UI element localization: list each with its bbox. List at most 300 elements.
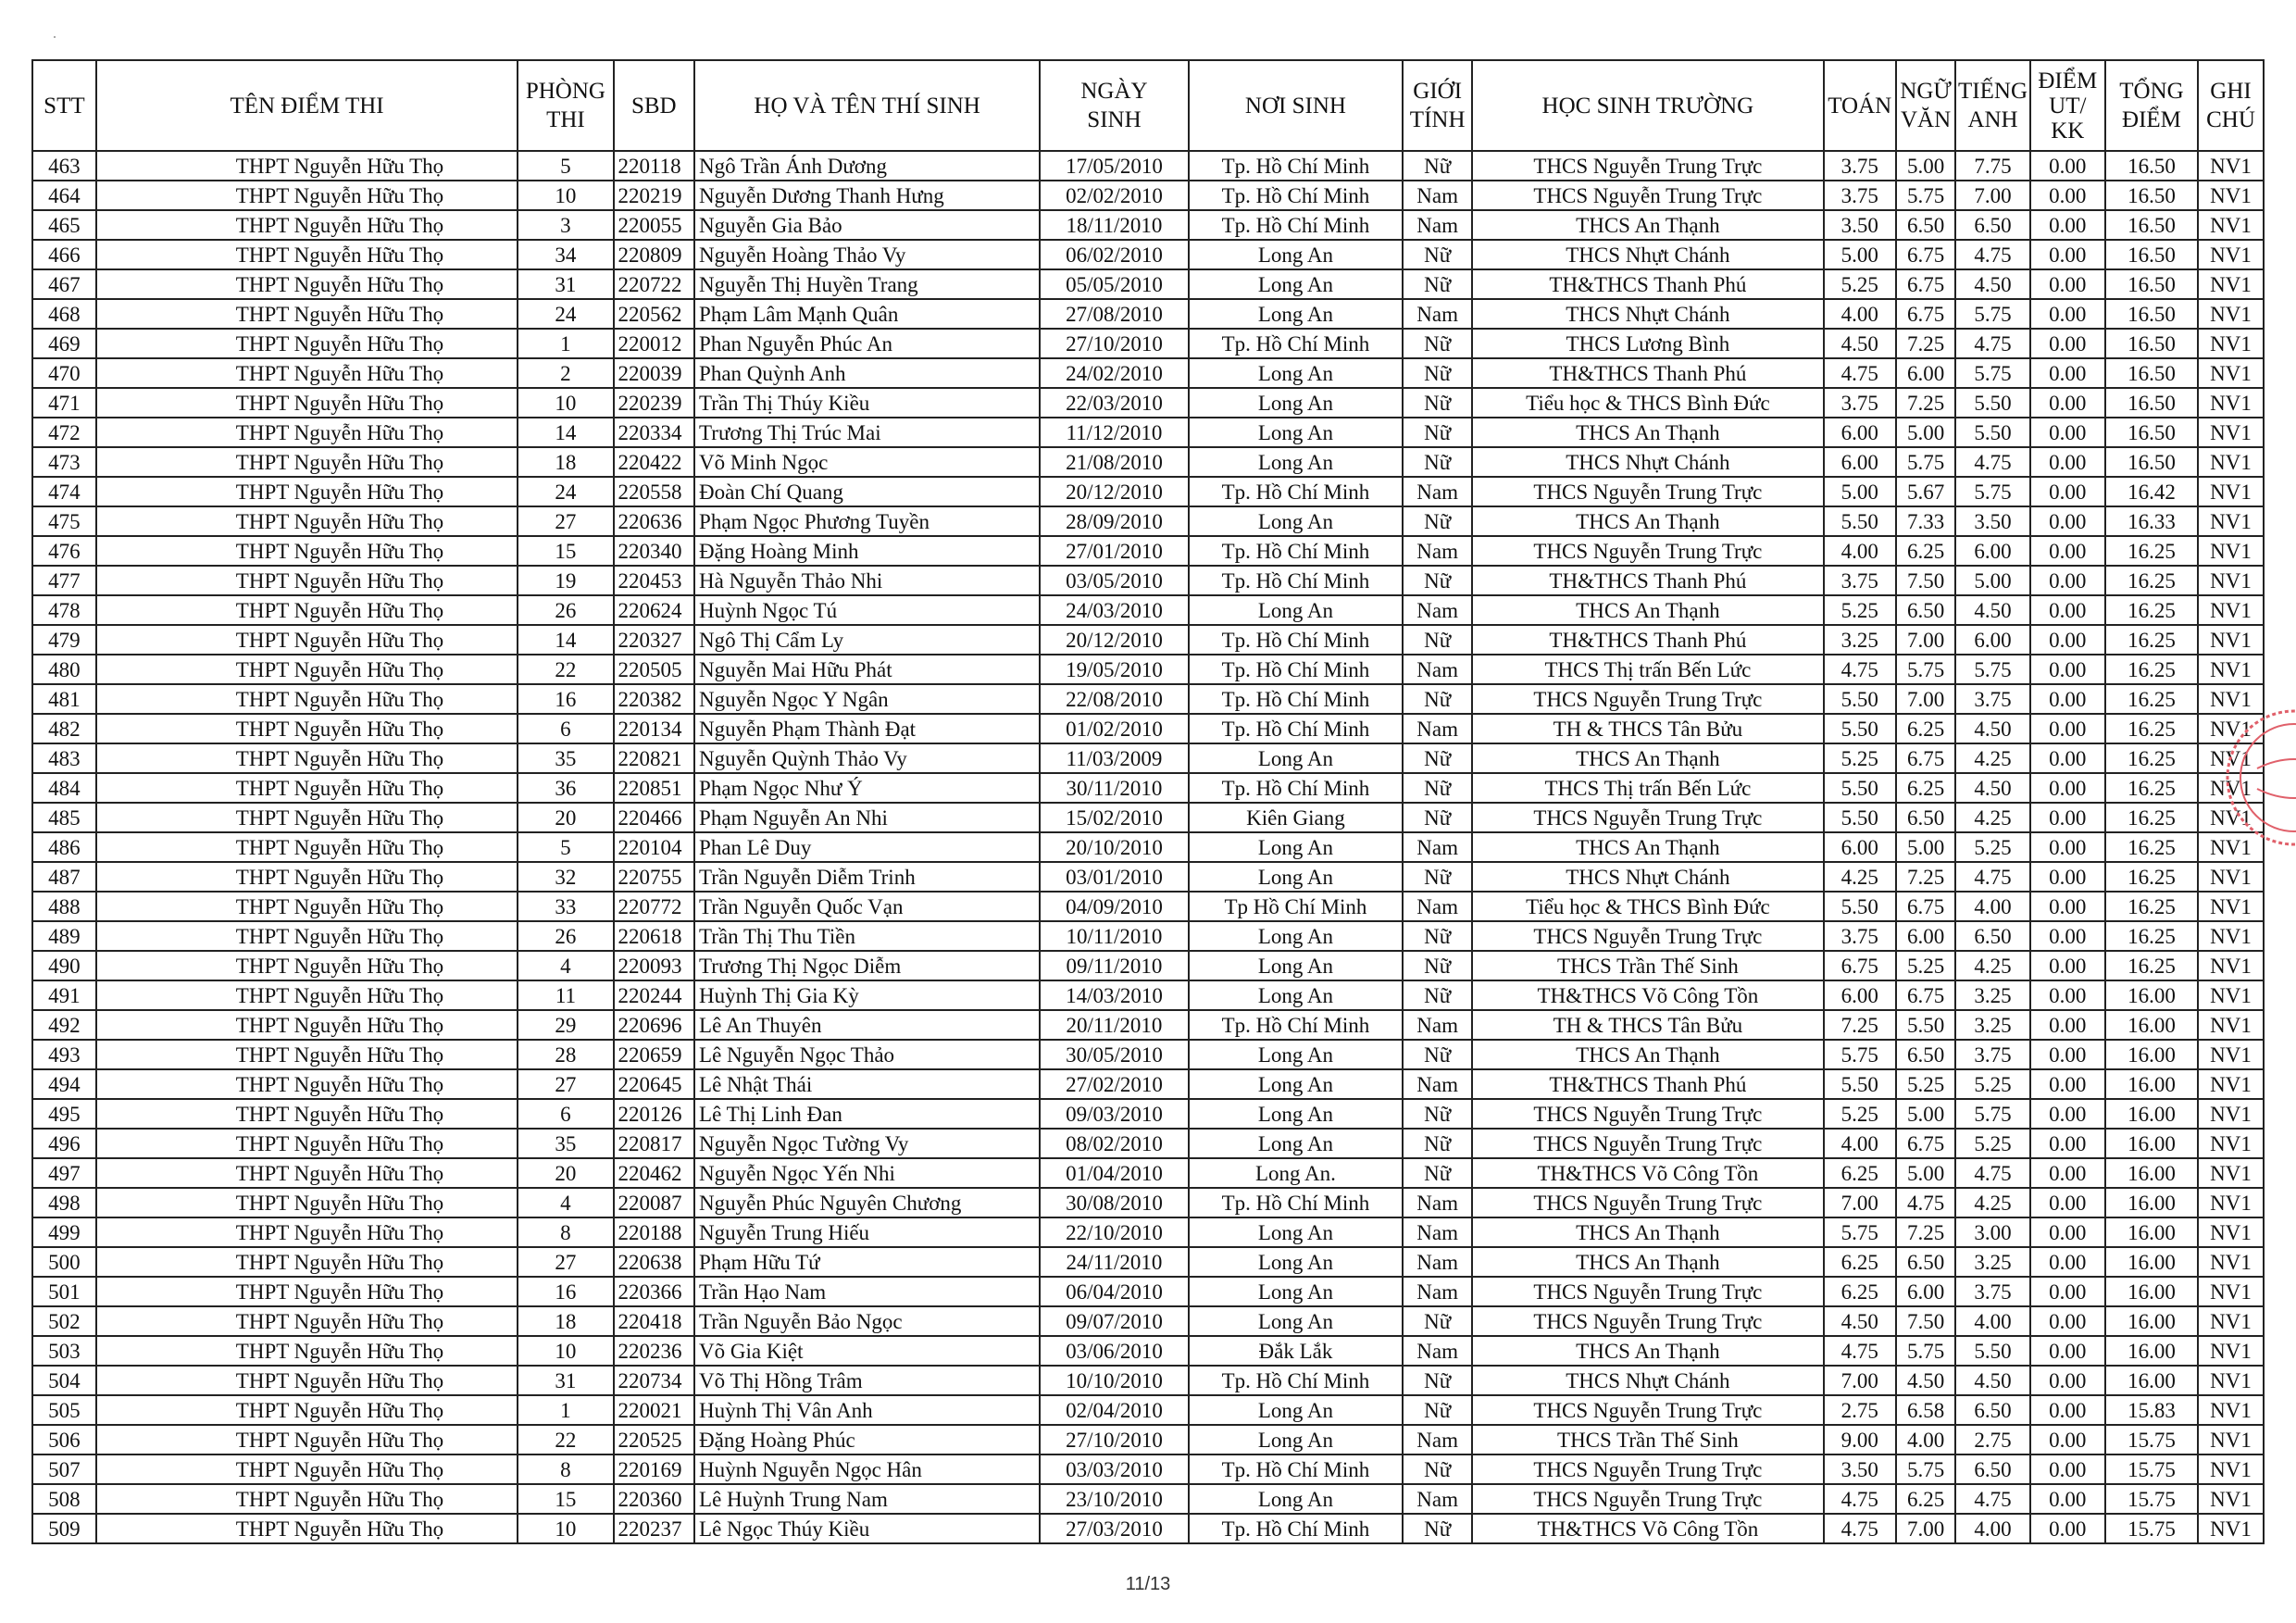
cell-sbd: 220696 — [614, 1010, 695, 1040]
cell-sbd: 220134 — [614, 714, 695, 743]
cell-ho-ten: Lê Nguyễn Ngọc Thảo — [694, 1040, 1040, 1069]
cell-noi-sinh: Long An — [1189, 1069, 1403, 1099]
cell-ten-diem-thi: THPT Nguyễn Hữu Thọ — [96, 299, 518, 329]
cell-ghi-chu: NV1 — [2198, 240, 2264, 269]
cell-stt: 492 — [32, 1010, 96, 1040]
cell-ngay-sinh: 24/03/2010 — [1040, 595, 1189, 625]
table-row — [32, 566, 2264, 595]
cell-sbd: 220422 — [614, 447, 695, 477]
cell-sbd: 220755 — [614, 862, 695, 892]
cell-gioi-tinh: Nữ — [1403, 388, 1472, 418]
cell-gioi-tinh: Nữ — [1403, 1306, 1472, 1336]
cell-gioi-tinh: Nam — [1403, 1217, 1472, 1247]
cell-truong: THCS Trần Thế Sinh — [1472, 951, 1823, 980]
cell-tieng-anh: 3.25 — [1955, 1010, 2029, 1040]
cell-ghi-chu: NV1 — [2198, 299, 2264, 329]
cell-tieng-anh: 4.25 — [1955, 803, 2029, 832]
cell-ngay-sinh: 30/11/2010 — [1040, 773, 1189, 803]
cell-tieng-anh: 4.75 — [1955, 240, 2029, 269]
cell-noi-sinh: Tp. Hồ Chí Minh — [1189, 625, 1403, 655]
cell-tong-diem: 15.75 — [2105, 1514, 2198, 1543]
table-row — [32, 655, 2264, 684]
cell-truong: TH&THCS Võ Công Tồn — [1472, 1158, 1823, 1188]
cell-tong-diem: 16.50 — [2105, 181, 2198, 210]
cell-gioi-tinh: Nữ — [1403, 358, 1472, 388]
cell-phong-thi: 10 — [518, 388, 613, 418]
table-row — [32, 181, 2264, 210]
cell-phong-thi: 27 — [518, 1247, 613, 1277]
cell-noi-sinh: Long An — [1189, 595, 1403, 625]
cell-truong: THCS Nguyễn Trung Trực — [1472, 1129, 1823, 1158]
cell-sbd: 220722 — [614, 269, 695, 299]
cell-tong-diem: 16.00 — [2105, 1217, 2198, 1247]
cell-ho-ten: Lê Huỳnh Trung Nam — [694, 1484, 1040, 1514]
cell-ghi-chu: NV1 — [2198, 151, 2264, 181]
cell-ten-diem-thi: THPT Nguyễn Hữu Thọ — [96, 1425, 518, 1454]
cell-gioi-tinh: Nữ — [1403, 1158, 1472, 1188]
cell-ngay-sinh: 18/11/2010 — [1040, 210, 1189, 240]
cell-gioi-tinh: Nữ — [1403, 151, 1472, 181]
cell-gioi-tinh: Nữ — [1403, 506, 1472, 536]
cell-truong: THCS Nguyễn Trung Trực — [1472, 477, 1823, 506]
cell-noi-sinh: Long An — [1189, 1099, 1403, 1129]
cell-diem-ut: 0.00 — [2030, 1454, 2105, 1484]
cell-ngay-sinh: 27/01/2010 — [1040, 536, 1189, 566]
cell-sbd: 220525 — [614, 1425, 695, 1454]
cell-phong-thi: 24 — [518, 299, 613, 329]
cell-ngu-van: 6.50 — [1896, 803, 1956, 832]
cell-ten-diem-thi: THPT Nguyễn Hữu Thọ — [96, 1306, 518, 1336]
cell-sbd: 220734 — [614, 1366, 695, 1395]
cell-tong-diem: 16.25 — [2105, 655, 2198, 684]
cell-truong: THCS Nhựt Chánh — [1472, 447, 1823, 477]
cell-ngu-van: 6.25 — [1896, 773, 1956, 803]
cell-phong-thi: 4 — [518, 951, 613, 980]
cell-truong: THCS An Thạnh — [1472, 832, 1823, 862]
col-header-toan: TOÁN — [1824, 60, 1896, 151]
cell-toan: 4.75 — [1824, 1336, 1896, 1366]
cell-truong: TH&THCS Thanh Phú — [1472, 358, 1823, 388]
cell-ten-diem-thi: THPT Nguyễn Hữu Thọ — [96, 1188, 518, 1217]
cell-ghi-chu: NV1 — [2198, 1484, 2264, 1514]
cell-tong-diem: 16.00 — [2105, 1188, 2198, 1217]
table-row — [32, 1129, 2264, 1158]
cell-sbd: 220340 — [614, 536, 695, 566]
table-row — [32, 1366, 2264, 1395]
cell-gioi-tinh: Nam — [1403, 714, 1472, 743]
cell-ho-ten: Phạm Hữu Tứ — [694, 1247, 1040, 1277]
cell-noi-sinh: Long An — [1189, 1484, 1403, 1514]
cell-ngu-van: 7.00 — [1896, 1514, 1956, 1543]
cell-toan: 5.50 — [1824, 803, 1896, 832]
cell-gioi-tinh: Nữ — [1403, 951, 1472, 980]
page-number: 11/13 — [1125, 1574, 1171, 1594]
cell-ho-ten: Nguyễn Trung Hiếu — [694, 1217, 1040, 1247]
cell-sbd: 220055 — [614, 210, 695, 240]
cell-diem-ut: 0.00 — [2030, 655, 2105, 684]
cell-ngu-van: 6.25 — [1896, 714, 1956, 743]
cell-truong: THCS Nguyễn Trung Trực — [1472, 803, 1823, 832]
table-body — [32, 151, 2264, 1543]
cell-sbd: 220219 — [614, 181, 695, 210]
cell-sbd: 220618 — [614, 921, 695, 951]
scan-mark: · — [52, 28, 57, 46]
cell-tieng-anh: 5.75 — [1955, 299, 2029, 329]
cell-ten-diem-thi: THPT Nguyễn Hữu Thọ — [96, 714, 518, 743]
table-row — [32, 1514, 2264, 1543]
cell-diem-ut: 0.00 — [2030, 1099, 2105, 1129]
cell-sbd: 220021 — [614, 1395, 695, 1425]
cell-ngu-van: 6.50 — [1896, 210, 1956, 240]
cell-ho-ten: Lê Thị Linh Đan — [694, 1099, 1040, 1129]
cell-noi-sinh: Tp. Hồ Chí Minh — [1189, 1188, 1403, 1217]
cell-ten-diem-thi: THPT Nguyễn Hữu Thọ — [96, 1129, 518, 1158]
cell-diem-ut: 0.00 — [2030, 1336, 2105, 1366]
cell-ten-diem-thi: THPT Nguyễn Hữu Thọ — [96, 181, 518, 210]
cell-truong: Tiểu học & THCS Bình Đức — [1472, 892, 1823, 921]
cell-ho-ten: Nguyễn Ngọc Tường Vy — [694, 1129, 1040, 1158]
cell-gioi-tinh: Nữ — [1403, 1395, 1472, 1425]
cell-diem-ut: 0.00 — [2030, 1395, 2105, 1425]
cell-ngay-sinh: 20/10/2010 — [1040, 832, 1189, 862]
cell-ngu-van: 5.25 — [1896, 951, 1956, 980]
cell-stt: 469 — [32, 329, 96, 358]
cell-noi-sinh: Long An — [1189, 1425, 1403, 1454]
cell-noi-sinh: Tp Hồ Chí Minh — [1189, 892, 1403, 921]
cell-gioi-tinh: Nữ — [1403, 684, 1472, 714]
table-row — [32, 210, 2264, 240]
cell-ten-diem-thi: THPT Nguyễn Hữu Thọ — [96, 1454, 518, 1484]
cell-ho-ten: Huỳnh Thị Gia Kỳ — [694, 980, 1040, 1010]
cell-sbd: 220659 — [614, 1040, 695, 1069]
table-row — [32, 358, 2264, 388]
cell-truong: THCS An Thạnh — [1472, 1247, 1823, 1277]
cell-noi-sinh: Long An — [1189, 980, 1403, 1010]
cell-diem-ut: 0.00 — [2030, 862, 2105, 892]
cell-ten-diem-thi: THPT Nguyễn Hữu Thọ — [96, 477, 518, 506]
results-table — [31, 59, 2265, 1544]
cell-stt: 484 — [32, 773, 96, 803]
cell-noi-sinh: Tp. Hồ Chí Minh — [1189, 1010, 1403, 1040]
table-row — [32, 299, 2264, 329]
table-row — [32, 684, 2264, 714]
cell-ho-ten: Lê An Thuyên — [694, 1010, 1040, 1040]
cell-tong-diem: 16.50 — [2105, 358, 2198, 388]
cell-ngay-sinh: 24/11/2010 — [1040, 1247, 1189, 1277]
cell-ghi-chu: NV1 — [2198, 1306, 2264, 1336]
cell-ho-ten: Đặng Hoàng Minh — [694, 536, 1040, 566]
cell-toan: 4.75 — [1824, 1514, 1896, 1543]
cell-noi-sinh: Tp. Hồ Chí Minh — [1189, 1454, 1403, 1484]
cell-ghi-chu: NV1 — [2198, 773, 2264, 803]
cell-toan: 6.00 — [1824, 447, 1896, 477]
cell-diem-ut: 0.00 — [2030, 181, 2105, 210]
cell-phong-thi: 14 — [518, 418, 613, 447]
cell-toan: 4.00 — [1824, 299, 1896, 329]
cell-gioi-tinh: Nam — [1403, 477, 1472, 506]
cell-gioi-tinh: Nam — [1403, 181, 1472, 210]
cell-truong: THCS Nguyễn Trung Trực — [1472, 536, 1823, 566]
cell-noi-sinh: Long An — [1189, 269, 1403, 299]
cell-tieng-anh: 4.25 — [1955, 743, 2029, 773]
cell-phong-thi: 5 — [518, 151, 613, 181]
cell-phong-thi: 31 — [518, 269, 613, 299]
cell-sbd: 220821 — [614, 743, 695, 773]
cell-phong-thi: 32 — [518, 862, 613, 892]
cell-phong-thi: 8 — [518, 1217, 613, 1247]
cell-toan: 5.50 — [1824, 684, 1896, 714]
cell-tieng-anh: 5.75 — [1955, 477, 2029, 506]
table-row — [32, 477, 2264, 506]
cell-ho-ten: Nguyễn Mai Hữu Phát — [694, 655, 1040, 684]
cell-truong: THCS Nguyễn Trung Trực — [1472, 684, 1823, 714]
cell-toan: 2.75 — [1824, 1395, 1896, 1425]
cell-ten-diem-thi: THPT Nguyễn Hữu Thọ — [96, 1010, 518, 1040]
col-header-truong: HỌC SINH TRƯỜNG — [1472, 60, 1823, 151]
table-row — [32, 951, 2264, 980]
cell-ngu-van: 5.75 — [1896, 447, 1956, 477]
cell-ngu-van: 4.75 — [1896, 1188, 1956, 1217]
cell-gioi-tinh: Nữ — [1403, 773, 1472, 803]
cell-ngay-sinh: 17/05/2010 — [1040, 151, 1189, 181]
cell-ngay-sinh: 30/05/2010 — [1040, 1040, 1189, 1069]
cell-ghi-chu: NV1 — [2198, 1366, 2264, 1395]
cell-ghi-chu: NV1 — [2198, 951, 2264, 980]
cell-tieng-anh: 3.25 — [1955, 980, 2029, 1010]
cell-ngay-sinh: 05/05/2010 — [1040, 269, 1189, 299]
cell-diem-ut: 0.00 — [2030, 566, 2105, 595]
cell-ho-ten: Nguyễn Gia Bảo — [694, 210, 1040, 240]
cell-toan: 5.50 — [1824, 1069, 1896, 1099]
cell-tong-diem: 16.00 — [2105, 1040, 2198, 1069]
cell-truong: THCS Nguyễn Trung Trực — [1472, 151, 1823, 181]
cell-tong-diem: 16.50 — [2105, 418, 2198, 447]
cell-tieng-anh: 5.25 — [1955, 1129, 2029, 1158]
cell-toan: 3.25 — [1824, 625, 1896, 655]
col-header-ho-ten: HỌ VÀ TÊN THÍ SINH — [694, 60, 1040, 151]
cell-phong-thi: 18 — [518, 447, 613, 477]
cell-tong-diem: 16.25 — [2105, 921, 2198, 951]
cell-tieng-anh: 4.50 — [1955, 1366, 2029, 1395]
cell-ho-ten: Trần Hạo Nam — [694, 1277, 1040, 1306]
cell-sbd: 220809 — [614, 240, 695, 269]
cell-ghi-chu: NV1 — [2198, 655, 2264, 684]
cell-tieng-anh: 4.50 — [1955, 595, 2029, 625]
table-row — [32, 625, 2264, 655]
cell-ho-ten: Trương Thị Ngọc Diễm — [694, 951, 1040, 980]
cell-phong-thi: 6 — [518, 1099, 613, 1129]
cell-stt: 496 — [32, 1129, 96, 1158]
cell-toan: 3.75 — [1824, 151, 1896, 181]
cell-ngay-sinh: 03/01/2010 — [1040, 862, 1189, 892]
cell-sbd: 220418 — [614, 1306, 695, 1336]
table-row — [32, 1247, 2264, 1277]
cell-ngay-sinh: 28/09/2010 — [1040, 506, 1189, 536]
table-row — [32, 1099, 2264, 1129]
cell-toan: 5.75 — [1824, 1217, 1896, 1247]
cell-phong-thi: 26 — [518, 595, 613, 625]
cell-truong: TH&THCS Thanh Phú — [1472, 269, 1823, 299]
cell-phong-thi: 27 — [518, 1069, 613, 1099]
col-header-tong-diem: TỔNG ĐIỂM — [2105, 60, 2198, 151]
cell-gioi-tinh: Nữ — [1403, 625, 1472, 655]
cell-diem-ut: 0.00 — [2030, 358, 2105, 388]
cell-ngay-sinh: 03/03/2010 — [1040, 1454, 1189, 1484]
cell-ngu-van: 6.75 — [1896, 980, 1956, 1010]
cell-toan: 6.00 — [1824, 418, 1896, 447]
cell-ngay-sinh: 06/02/2010 — [1040, 240, 1189, 269]
cell-ngu-van: 6.50 — [1896, 1040, 1956, 1069]
cell-tieng-anh: 5.50 — [1955, 418, 2029, 447]
cell-noi-sinh: Tp. Hồ Chí Minh — [1189, 210, 1403, 240]
cell-toan: 6.00 — [1824, 980, 1896, 1010]
cell-ngu-van: 5.00 — [1896, 1099, 1956, 1129]
cell-stt: 506 — [32, 1425, 96, 1454]
cell-sbd: 220039 — [614, 358, 695, 388]
cell-noi-sinh: Long An. — [1189, 1158, 1403, 1188]
cell-diem-ut: 0.00 — [2030, 536, 2105, 566]
cell-ho-ten: Võ Minh Ngọc — [694, 447, 1040, 477]
cell-ten-diem-thi: THPT Nguyễn Hữu Thọ — [96, 803, 518, 832]
cell-ten-diem-thi: THPT Nguyễn Hữu Thọ — [96, 595, 518, 625]
cell-phong-thi: 5 — [518, 832, 613, 862]
cell-diem-ut: 0.00 — [2030, 447, 2105, 477]
cell-truong: THCS Nhựt Chánh — [1472, 299, 1823, 329]
cell-stt: 504 — [32, 1366, 96, 1395]
cell-ngay-sinh: 24/02/2010 — [1040, 358, 1189, 388]
cell-ho-ten: Huỳnh Thị Vân Anh — [694, 1395, 1040, 1425]
cell-truong: THCS An Thạnh — [1472, 743, 1823, 773]
cell-truong: THCS Nhựt Chánh — [1472, 1366, 1823, 1395]
cell-truong: THCS An Thạnh — [1472, 1336, 1823, 1366]
cell-toan: 5.25 — [1824, 269, 1896, 299]
cell-toan: 6.25 — [1824, 1247, 1896, 1277]
cell-tieng-anh: 6.00 — [1955, 536, 2029, 566]
cell-diem-ut: 0.00 — [2030, 625, 2105, 655]
cell-ho-ten: Nguyễn Phạm Thành Đạt — [694, 714, 1040, 743]
cell-tong-diem: 16.25 — [2105, 773, 2198, 803]
cell-sbd: 220236 — [614, 1336, 695, 1366]
cell-phong-thi: 35 — [518, 1129, 613, 1158]
cell-ten-diem-thi: THPT Nguyễn Hữu Thọ — [96, 655, 518, 684]
cell-diem-ut: 0.00 — [2030, 1010, 2105, 1040]
col-header-ngu-van: NGỮ VĂN — [1896, 60, 1956, 151]
cell-tong-diem: 15.75 — [2105, 1454, 2198, 1484]
cell-phong-thi: 10 — [518, 181, 613, 210]
cell-ngu-van: 7.25 — [1896, 862, 1956, 892]
cell-ngay-sinh: 19/05/2010 — [1040, 655, 1189, 684]
cell-ten-diem-thi: THPT Nguyễn Hữu Thọ — [96, 210, 518, 240]
col-header-gioi-tinh: GIỚI TÍNH — [1403, 60, 1472, 151]
cell-ngay-sinh: 11/12/2010 — [1040, 418, 1189, 447]
cell-ngay-sinh: 11/03/2009 — [1040, 743, 1189, 773]
cell-gioi-tinh: Nam — [1403, 299, 1472, 329]
cell-phong-thi: 22 — [518, 655, 613, 684]
cell-noi-sinh: Tp. Hồ Chí Minh — [1189, 714, 1403, 743]
cell-ngu-van: 6.75 — [1896, 892, 1956, 921]
cell-ngay-sinh: 20/11/2010 — [1040, 1010, 1189, 1040]
cell-ten-diem-thi: THPT Nguyễn Hữu Thọ — [96, 684, 518, 714]
cell-ngu-van: 6.58 — [1896, 1395, 1956, 1425]
cell-tong-diem: 16.25 — [2105, 566, 2198, 595]
cell-noi-sinh: Kiên Giang — [1189, 803, 1403, 832]
table-row — [32, 1425, 2264, 1454]
cell-tong-diem: 16.00 — [2105, 1099, 2198, 1129]
cell-sbd: 220562 — [614, 299, 695, 329]
cell-ngu-van: 5.50 — [1896, 1010, 1956, 1040]
cell-gioi-tinh: Nữ — [1403, 447, 1472, 477]
cell-toan: 7.00 — [1824, 1188, 1896, 1217]
cell-ngay-sinh: 01/02/2010 — [1040, 714, 1189, 743]
cell-tieng-anh: 3.75 — [1955, 1040, 2029, 1069]
cell-tieng-anh: 5.75 — [1955, 655, 2029, 684]
cell-tong-diem: 16.25 — [2105, 625, 2198, 655]
cell-ngu-van: 5.75 — [1896, 1454, 1956, 1484]
cell-ghi-chu: NV1 — [2198, 418, 2264, 447]
cell-phong-thi: 24 — [518, 477, 613, 506]
cell-diem-ut: 0.00 — [2030, 1514, 2105, 1543]
cell-stt: 507 — [32, 1454, 96, 1484]
cell-sbd: 220093 — [614, 951, 695, 980]
cell-tieng-anh: 4.75 — [1955, 329, 2029, 358]
cell-phong-thi: 15 — [518, 536, 613, 566]
cell-ghi-chu: NV1 — [2198, 1040, 2264, 1069]
cell-ho-ten: Nguyễn Ngọc Y Ngân — [694, 684, 1040, 714]
table-row — [32, 773, 2264, 803]
cell-truong: TH&THCS Thanh Phú — [1472, 1069, 1823, 1099]
cell-tieng-anh: 6.00 — [1955, 625, 2029, 655]
cell-tong-diem: 16.25 — [2105, 714, 2198, 743]
cell-ghi-chu: NV1 — [2198, 1395, 2264, 1425]
cell-ten-diem-thi: THPT Nguyễn Hữu Thọ — [96, 1514, 518, 1543]
cell-noi-sinh: Long An — [1189, 743, 1403, 773]
cell-ngay-sinh: 09/03/2010 — [1040, 1099, 1189, 1129]
cell-gioi-tinh: Nữ — [1403, 1366, 1472, 1395]
cell-toan: 5.50 — [1824, 714, 1896, 743]
cell-ghi-chu: NV1 — [2198, 1099, 2264, 1129]
cell-ghi-chu: NV1 — [2198, 1158, 2264, 1188]
cell-noi-sinh: Tp. Hồ Chí Minh — [1189, 655, 1403, 684]
cell-ten-diem-thi: THPT Nguyễn Hữu Thọ — [96, 1158, 518, 1188]
cell-phong-thi: 15 — [518, 1484, 613, 1514]
table-row — [32, 447, 2264, 477]
cell-gioi-tinh: Nam — [1403, 892, 1472, 921]
cell-diem-ut: 0.00 — [2030, 743, 2105, 773]
cell-ten-diem-thi: THPT Nguyễn Hữu Thọ — [96, 1099, 518, 1129]
cell-toan: 4.75 — [1824, 358, 1896, 388]
cell-tieng-anh: 5.00 — [1955, 566, 2029, 595]
col-header-ngay-sinh: NGÀY SINH — [1040, 60, 1189, 151]
cell-stt: 493 — [32, 1040, 96, 1069]
cell-diem-ut: 0.00 — [2030, 1366, 2105, 1395]
cell-stt: 465 — [32, 210, 96, 240]
cell-noi-sinh: Tp. Hồ Chí Minh — [1189, 329, 1403, 358]
cell-ghi-chu: NV1 — [2198, 595, 2264, 625]
cell-diem-ut: 0.00 — [2030, 892, 2105, 921]
cell-diem-ut: 0.00 — [2030, 595, 2105, 625]
col-header-stt: STT — [32, 60, 96, 151]
cell-ngay-sinh: 22/08/2010 — [1040, 684, 1189, 714]
table-row — [32, 980, 2264, 1010]
cell-toan: 3.50 — [1824, 210, 1896, 240]
cell-ten-diem-thi: THPT Nguyễn Hữu Thọ — [96, 1277, 518, 1306]
cell-ho-ten: Nguyễn Dương Thanh Hưng — [694, 181, 1040, 210]
cell-sbd: 220505 — [614, 655, 695, 684]
cell-ngu-van: 5.75 — [1896, 1336, 1956, 1366]
cell-tieng-anh: 6.50 — [1955, 1454, 2029, 1484]
cell-tieng-anh: 5.25 — [1955, 832, 2029, 862]
cell-truong: THCS Nhựt Chánh — [1472, 862, 1823, 892]
